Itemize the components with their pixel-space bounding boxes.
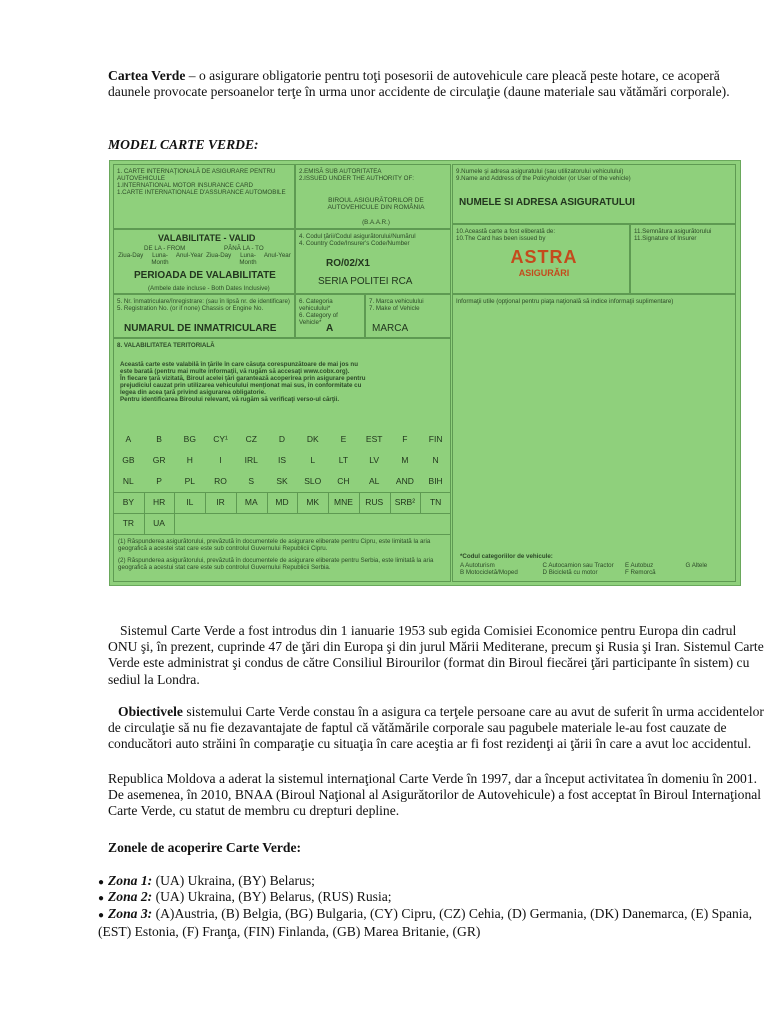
country-code: IR	[216, 497, 225, 507]
date-col: Luna-Month	[239, 252, 257, 266]
country-code: MD	[275, 497, 289, 507]
country-code: MK	[306, 497, 320, 507]
paragraph-history-text: Sistemul Carte Verde a fost introdus din 1 ianuarie 1953 sub egida Comisiei Economice pentru Europa din cadrul ONU şi, în prezent, cuprinde 47 de ţări din Europa şi din jurul Mării Mediterane, precum şi Rusia şi Iran. Sistemul Carte Verde este administrat şi condus de către Consiliul Birourilor (format din Biroul fiecărei ţări participante în sistem) cu sediul la Londra.	[108, 623, 764, 687]
card-box-8-title: 8. VALABILITATEA TERITORIALĂ	[117, 342, 215, 349]
card-box-4	[295, 229, 451, 294]
zone-label: Zona 2:	[108, 889, 153, 904]
from-label: DE LA - FROM	[144, 245, 186, 252]
card-box-11	[630, 224, 736, 294]
country-code: TR	[122, 518, 135, 528]
seria-label: SERIA POLITEI RCA	[318, 276, 413, 287]
country-code: RO	[214, 476, 227, 486]
bullet-icon: ●	[98, 910, 105, 921]
country-code: P	[156, 476, 162, 486]
country-code: CY¹	[213, 434, 228, 444]
code-item: F Remorcă	[625, 569, 656, 576]
card-box-2-body: BIROUL ASIGURĂTORILOR DE AUTOVEHICULE DIN ROMÂNIA	[327, 197, 425, 211]
code-item: B Motocicletă/Moped	[460, 569, 518, 576]
country-code: NL	[122, 476, 134, 486]
country-code: CH	[337, 476, 350, 486]
country-code: LV	[369, 455, 380, 465]
card-box-9-big: NUMELE SI ADRESA ASIGURATULUI	[459, 197, 635, 208]
date-col: Luna-Month	[151, 252, 169, 266]
bullet-icon: ●	[98, 877, 105, 888]
card-box-validity	[113, 229, 295, 294]
country-code: RUS	[365, 497, 384, 507]
zone-label: Zona 1:	[108, 873, 153, 888]
country-code: L	[310, 455, 316, 465]
perioada-label: PERIOADA DE VALABILITATE	[134, 270, 276, 281]
country-code: BIH	[428, 476, 443, 486]
zone-item	[98, 889, 768, 907]
objectives-lead: Obiectivele	[118, 704, 183, 719]
country-code: SRB²	[394, 497, 416, 507]
country-code: H	[186, 455, 193, 465]
valid-title: VALABILITATE - VALID	[158, 233, 256, 243]
card-box-7-text: 7. Marca vehiculului 7. Make of Vehicle	[369, 298, 424, 312]
grid-line	[144, 492, 145, 534]
grid-line	[267, 492, 268, 513]
card-notes	[113, 534, 451, 582]
bullet-icon: ●	[98, 893, 105, 904]
country-code: SK	[276, 476, 288, 486]
card-box-8-text: Această carte este valabilă în ţările în care căsuţa corespunzătoare de mai jos nu este barată (pentru mai multe informaţii, vă rugăm să accesaţi www.cobx.org). În fiecare ţară vizitată, Biroul acelei ţări garantează acoperirea prin asigurare pentru prejudiciul cauzat prin utilizarea vehiculului menţionat mai sus, în conformitate cu legea din acea ţară privind asigurarea obligatorie. Pentru identificarea Biroului relevant, vă rugăm să verificaţi verso-ul cărţii.	[120, 361, 366, 403]
country-code: LT	[338, 455, 349, 465]
country-code: B	[156, 434, 162, 444]
grid-line	[328, 492, 329, 513]
country-code: BG	[183, 434, 196, 444]
date-columns	[116, 252, 292, 266]
card-box-info	[452, 294, 736, 582]
card-box-2-text: 2.EMISĂ SUB AUTORITATEA 2.ISSUED UNDER THE AUTHORITY OF:	[299, 168, 414, 182]
paragraph-history	[108, 623, 768, 688]
grid-line	[174, 492, 175, 534]
objectives-text: sistemului Carte Verde constau în a asigura ca terţele persoane care au avut de suferit în urma accidentelor de circulaţie să nu fie dezavantajate de faptul că vătămările corporale sau pagubele materiale le-au fost cauzate de conducători auto străini în comparaţie cu situaţia în care aceştia ar fi fost rezidenţi ai ţării în care a avut loc accidentul.	[108, 704, 764, 752]
country-code: IRL	[244, 455, 258, 465]
date-col: Anul-Year	[263, 252, 291, 259]
date-col: Ziua-Day	[118, 252, 144, 259]
country-code: S	[248, 476, 255, 486]
card-box-6	[295, 294, 365, 338]
grid-line	[420, 492, 421, 513]
country-code: AL	[368, 476, 380, 486]
zone-item	[98, 906, 768, 940]
zones-title: Zonele de acoperire Carte Verde:	[108, 840, 302, 855]
country-code: I	[219, 455, 222, 465]
paragraph-moldova: Republica Moldova a aderat la sistemul internaţional Carte Verde în 1997, dar a început activitatea în domeniu în 2001. De asemenea, în 2010, BNAA (Biroul Naţional al Asigurătorilor de Autovehicule) a fost acceptat în Biroul Internaţional Carte Verde, cu statut de membru cu drepturi depline.	[108, 771, 762, 819]
model-title: MODEL CARTE VERDE:	[108, 137, 259, 152]
card-box-6-text: 6. Categoria vehiculului* 6. Category of Vehicle*	[299, 298, 338, 326]
country-code: MNE	[333, 497, 353, 507]
card-box-1-text: 1. CARTE INTERNAŢIONALĂ DE ASIGURARE PENTRU AUTOVEHICULE 1.INTERNATIONAL MOTOR INSURANCE CARD 1.CARTE INTERNATIONALE D'ASSURANCE AUTOMOBILE	[117, 168, 286, 196]
code-item: C Autocamion sau Tractor	[542, 562, 614, 569]
code-item: E Autobuz	[625, 562, 654, 569]
vehicle-make: MARCA	[372, 323, 409, 334]
country-code: MA	[244, 497, 258, 507]
date-col: Ziua-Day	[206, 252, 232, 259]
country-code: D	[278, 434, 286, 444]
date-col: Anul-Year	[175, 252, 203, 259]
code-item: G Altele	[685, 562, 708, 569]
country-code: M	[401, 455, 409, 465]
card-box-7	[365, 294, 451, 338]
astra-logo-name: ASTRA	[510, 247, 578, 267]
card-note-1: (1) Răspunderea asigurătorului, prevăzută în documentele de asigurare eliberate pentru Cipru, este limitată la aria geografică a acestei stat care este sub controlul Guvernului Republicii Cipru.	[118, 538, 431, 552]
country-code: SLO	[304, 476, 322, 486]
country-code: FIN	[428, 434, 443, 444]
zone-text: (UA) Ukraina, (BY) Belarus, (RUS) Rusia;	[152, 889, 392, 904]
country-code: TN	[429, 497, 442, 507]
country-code: EST	[365, 434, 383, 444]
paragraph-objectives	[108, 704, 768, 753]
card-box-9-text: 9.Numele şi adresa asiguratului (sau utilizatorului vehiculului) 9.Name and Address of the Policyholder (or User of the vehicle)	[456, 168, 631, 182]
grid-line	[205, 492, 206, 513]
card-box-2-sub: (B.A.A.R.)	[362, 219, 390, 226]
card-info-text: Informaţii utile (opţional pentru piaţa naţională să indice informaţii suplimentare)	[456, 298, 674, 305]
grid-line	[113, 492, 451, 493]
intro-lead: Cartea Verde	[108, 68, 186, 83]
country-code: CZ	[245, 434, 257, 444]
code-item: A Autoturism	[460, 562, 495, 569]
card-box-11-text: 11.Semnătura asigurătorului 11.Signature of Insurer	[634, 228, 712, 242]
both-dates-note: (Ambele date incluse - Both Dates Inclusive)	[148, 285, 270, 292]
country-code: PL	[184, 476, 196, 486]
grid-line	[236, 492, 237, 513]
astra-logo-sub: ASIGURĂRI	[518, 268, 570, 278]
card-box-5-text: 5. Nr. înmatriculare/înregistrare: (sau în lipsă nr. de identificare) 5. Registration No. (or if none) Chassis or Engine No.	[117, 298, 290, 312]
country-code: GR	[152, 455, 166, 465]
astra-logo	[506, 247, 582, 278]
country-code: BY	[122, 497, 135, 507]
country-grid	[113, 429, 451, 534]
card-note-2: (2) Răspunderea asigurătorului, prevăzută în documentele de asigurare eliberate pentru Serbia, este limitată la aria geografică a acestui stat care este sub controlul Guvernului Republicii Serbia.	[118, 557, 434, 571]
country-code: E	[340, 434, 347, 444]
vehicle-category: A	[326, 323, 334, 334]
to-label: PÂNĂ LA - TO	[224, 245, 264, 252]
country-code: A	[125, 434, 132, 444]
country-code: AND	[395, 476, 414, 486]
grid-line	[297, 492, 298, 513]
codes-title: *Codul categoriilor de vehicule:	[460, 553, 553, 560]
grid-line	[113, 513, 451, 514]
card-box-4-text: 4. Codul ţării/Codul asigurătorului/Numărul 4. Country Code/Insurer's Code/Number	[299, 233, 416, 247]
zone-text: (UA) Ukraina, (BY) Belarus;	[152, 873, 315, 888]
grid-line	[359, 492, 360, 513]
country-code: HR	[152, 497, 166, 507]
country-code: N	[432, 455, 439, 465]
green-card-image	[109, 160, 741, 586]
country-code: F	[402, 434, 408, 444]
zone-text: (A)Austria, (B) Belgia, (BG) Bulgaria, (CY) Cipru, (CZ) Cehia, (D) Germania, (DK) Danemarca, (E) Spania, (EST) Estonia, (F) Franţa, (FIN) Finlanda, (GB) Marea Britanie, (GR)	[98, 906, 753, 940]
intro-paragraph	[108, 68, 763, 100]
country-code: UA	[153, 518, 165, 528]
card-box-1	[113, 164, 295, 229]
codes-list	[460, 562, 735, 576]
card-box-5	[113, 294, 295, 338]
card-box-9	[452, 164, 736, 224]
country-code: GB	[122, 455, 135, 465]
country-code: DK	[306, 434, 319, 444]
grid-line	[390, 492, 391, 513]
zone-label: Zona 3:	[108, 906, 153, 921]
country-code: IL	[186, 497, 194, 507]
card-box-2	[295, 164, 451, 229]
card-box-10-text: 10.Această carte a fost eliberată de: 10.The Card has been issued by	[456, 228, 556, 242]
registration-number: NUMARUL DE INMATRICULARE	[124, 323, 277, 334]
policy-code: RO/02/X1	[326, 258, 370, 269]
country-code: IS	[277, 455, 286, 465]
intro-text: – o asigurare obligatorie pentru toţi posesorii de autovehicule care pleacă peste hotare, ce acoperă daunele provocate persoanelor terţe în urma unor accidente de circulaţie (daune materiale sau vătămări corporale).	[108, 68, 730, 100]
code-item: D Bicicletă cu motor	[542, 569, 598, 576]
